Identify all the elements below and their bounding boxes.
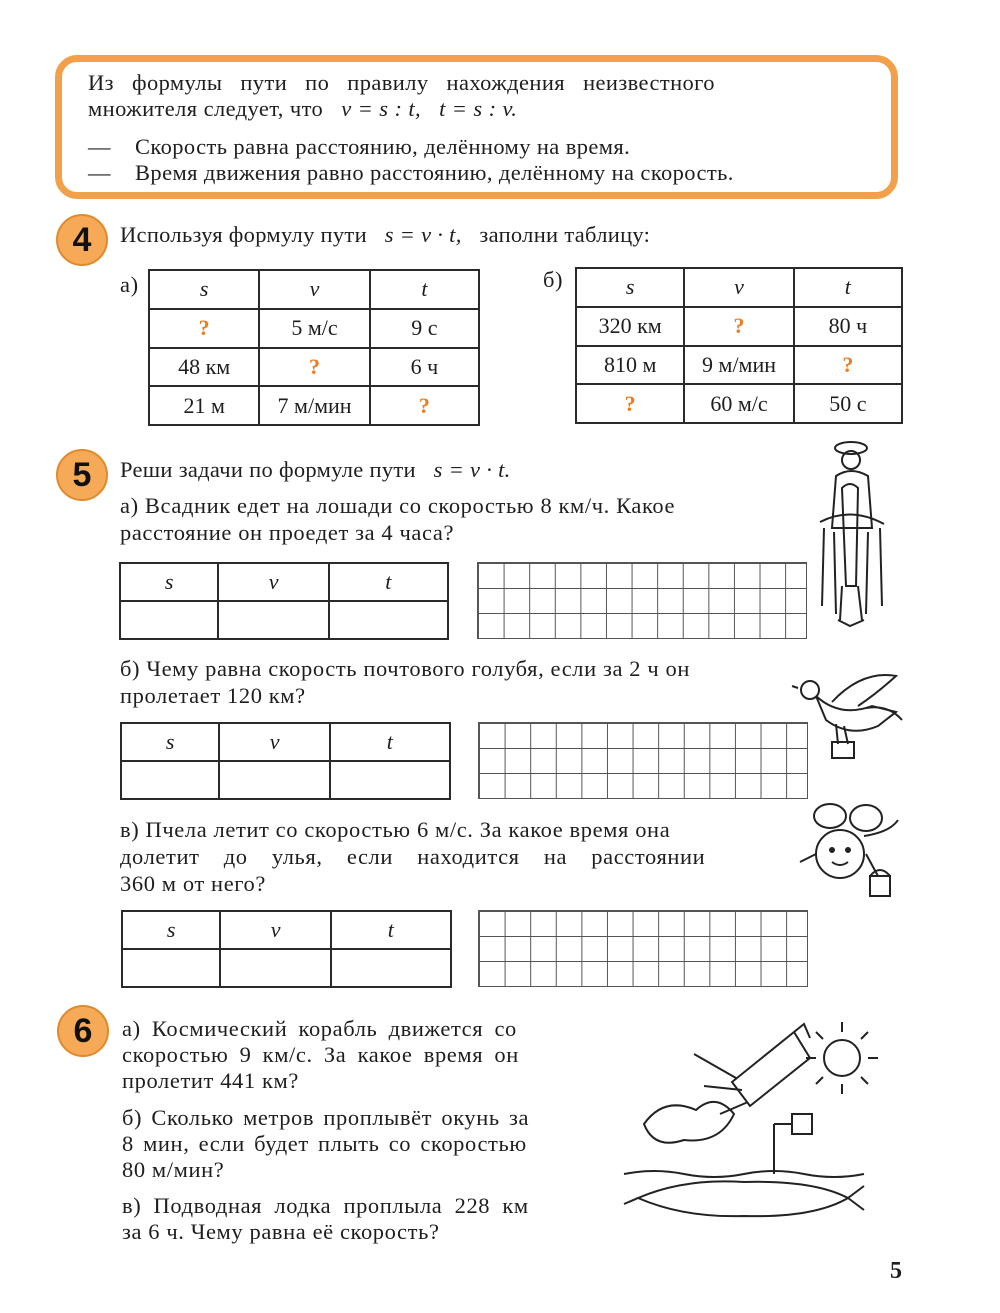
pigeon-illustration bbox=[792, 668, 904, 764]
unknown-cell[interactable]: ? bbox=[259, 348, 369, 387]
solution-grid[interactable] bbox=[477, 562, 807, 639]
header-cell: v bbox=[219, 723, 329, 761]
header-cell: t bbox=[330, 723, 450, 761]
rule-point-2 bbox=[88, 160, 734, 186]
formula-t: t = s : v. bbox=[439, 96, 518, 121]
space-scene-illustration bbox=[624, 1014, 892, 1234]
svt-table bbox=[119, 562, 449, 640]
problem-text-line: б) Сколько метров проплывёт окунь за bbox=[122, 1105, 530, 1130]
problem-text-line: б) Чему равна скорость почтового голубя, если за 2 ч он bbox=[120, 656, 690, 681]
header-cell: s bbox=[149, 270, 259, 309]
table-cell: 5 м/с bbox=[259, 309, 369, 348]
task-number: 4 bbox=[72, 220, 92, 259]
problem-text-line: долетит до улья, если находится на расстоянии bbox=[120, 844, 706, 869]
solution-grid[interactable] bbox=[478, 722, 808, 799]
dash: — bbox=[88, 134, 111, 159]
table-b-label: б) bbox=[543, 267, 564, 292]
rule-point-1 bbox=[88, 134, 630, 160]
header-cell: s bbox=[120, 563, 218, 601]
header-cell: v bbox=[218, 563, 328, 601]
table-cell: 48 км bbox=[149, 348, 259, 387]
table-cell: 7 м/мин bbox=[259, 386, 369, 425]
formula-v: v = s : t, bbox=[341, 96, 422, 121]
page-number: 5 bbox=[890, 1258, 902, 1284]
table-cell: 6 ч bbox=[370, 348, 479, 387]
rule-line-2-prefix: множителя следует, что bbox=[88, 96, 324, 121]
task4-heading bbox=[120, 222, 650, 248]
header-cell: t bbox=[329, 563, 448, 601]
problem-text-line: 360 м от него? bbox=[120, 871, 266, 896]
answer-cell[interactable] bbox=[330, 761, 450, 799]
task-number: 5 bbox=[72, 455, 92, 494]
table-a bbox=[148, 269, 480, 426]
unknown-cell[interactable]: ? bbox=[149, 309, 259, 348]
task5-heading bbox=[120, 457, 511, 483]
task-number: 6 bbox=[73, 1011, 93, 1050]
problem-text-line: за 6 ч. Чему равна её скорость? bbox=[122, 1219, 440, 1244]
rule-point-2-text: Время движения равно расстоянию, делённому на скорость. bbox=[135, 160, 734, 185]
problem-text-line: в) Подводная лодка проплыла 228 км bbox=[122, 1193, 529, 1218]
rule-line-2 bbox=[88, 96, 517, 122]
problem-text-line: пролетит 441 км? bbox=[122, 1068, 299, 1093]
unknown-cell[interactable]: ? bbox=[576, 384, 684, 423]
task4-text-suffix: заполни таблицу: bbox=[479, 222, 651, 247]
task-number-badge bbox=[57, 1005, 109, 1057]
problem-text-line: а) Космический корабль движется со bbox=[122, 1016, 517, 1041]
task5-text-prefix: Реши задачи по формуле пути bbox=[120, 457, 416, 482]
header-cell: s bbox=[121, 723, 219, 761]
header-cell: t bbox=[794, 268, 902, 307]
problem-text-line: расстояние он проедет за 4 часа? bbox=[120, 520, 455, 545]
table-b bbox=[575, 267, 903, 424]
table-cell: 60 м/с bbox=[684, 384, 793, 423]
task-number-badge bbox=[56, 214, 108, 266]
table-cell: 50 с bbox=[794, 384, 902, 423]
table-cell: 810 м bbox=[576, 346, 684, 385]
problem-text-line: а) Всадник едет на лошади со скоростью 8 км/ч. Какое bbox=[120, 493, 676, 518]
problem-text-line: скоростью 9 км/с. За какое время он bbox=[122, 1042, 519, 1067]
table-cell: 21 м bbox=[149, 386, 259, 425]
unknown-cell[interactable]: ? bbox=[684, 307, 793, 346]
header-cell: v bbox=[684, 268, 793, 307]
horse-rider-illustration bbox=[806, 436, 896, 632]
table-cell: 9 м/мин bbox=[684, 346, 793, 385]
problem-text-line: 8 мин, если будет плыть со скоростью bbox=[122, 1131, 527, 1156]
table-cell: 9 с bbox=[370, 309, 479, 348]
table-cell: 80 ч bbox=[794, 307, 902, 346]
task4-text-prefix: Используя формулу пути bbox=[120, 222, 367, 247]
rule-point-1-text: Скорость равна расстоянию, делённому на время. bbox=[135, 134, 631, 159]
rule-line-1: Из формулы пути по правилу нахождения неизвестного bbox=[88, 70, 715, 95]
header-cell: s bbox=[576, 268, 684, 307]
header-cell: v bbox=[220, 911, 330, 949]
svt-table bbox=[121, 910, 452, 988]
task-number-badge bbox=[56, 449, 108, 501]
answer-cell[interactable] bbox=[120, 601, 218, 639]
answer-cell[interactable] bbox=[331, 949, 451, 987]
problem-text-line: пролетает 120 км? bbox=[120, 683, 306, 708]
header-cell: v bbox=[259, 270, 369, 309]
header-cell: t bbox=[370, 270, 479, 309]
answer-cell[interactable] bbox=[220, 949, 330, 987]
problem-text-line: 80 м/мин? bbox=[122, 1157, 225, 1182]
answer-cell[interactable] bbox=[121, 761, 219, 799]
svt-table bbox=[120, 722, 451, 800]
dash: — bbox=[88, 160, 111, 185]
task4-formula: s = v · t, bbox=[384, 222, 462, 247]
unknown-cell[interactable]: ? bbox=[794, 346, 902, 385]
header-cell: s bbox=[122, 911, 220, 949]
task5-formula: s = v · t. bbox=[433, 457, 511, 482]
answer-cell[interactable] bbox=[122, 949, 220, 987]
answer-cell[interactable] bbox=[219, 761, 329, 799]
solution-grid[interactable] bbox=[478, 910, 808, 987]
unknown-cell[interactable]: ? bbox=[370, 386, 479, 425]
answer-cell[interactable] bbox=[329, 601, 448, 639]
table-cell: 320 км bbox=[576, 307, 684, 346]
problem-text-line: в) Пчела летит со скоростью 6 м/с. За какое время она bbox=[120, 817, 671, 842]
bee-illustration bbox=[794, 792, 916, 904]
table-a-label: а) bbox=[120, 272, 139, 297]
answer-cell[interactable] bbox=[218, 601, 328, 639]
header-cell: t bbox=[331, 911, 451, 949]
